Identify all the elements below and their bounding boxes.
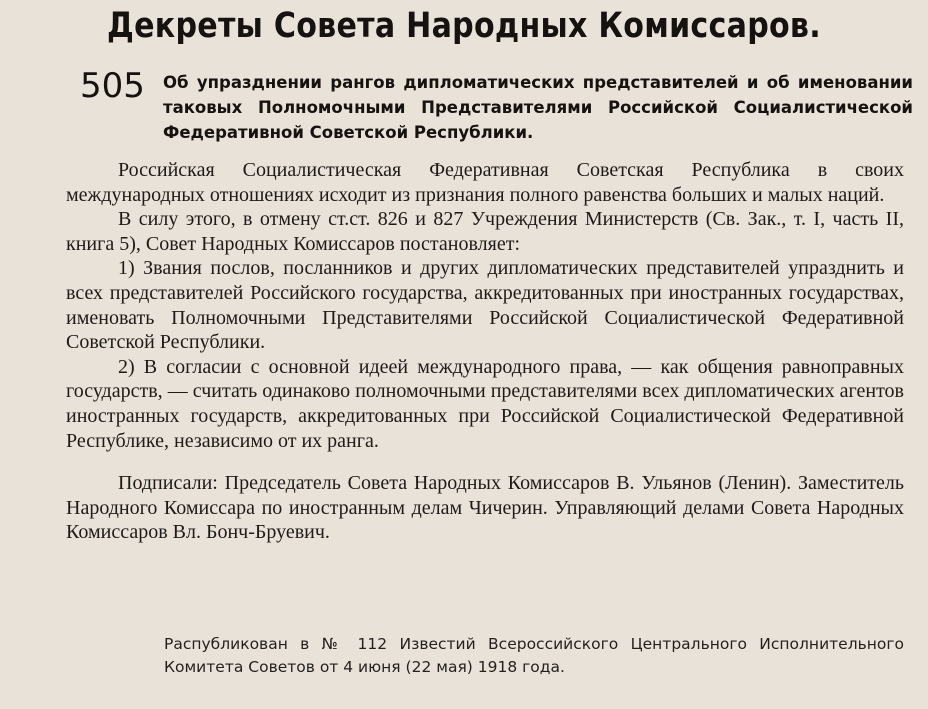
paragraph-point-1: 1) Звания послов, посланников и других дипломатических представителей упразднить и всех представителей Российского государства, аккредитованных при иностранных государствах, именовать Полномочными Представителями Российской Социалистической Федеративной Советской Республики. [66,257,904,354]
decree-body [66,158,904,545]
publication-note: Распубликован в № 112 Известий Всероссийского Центрального Исполнительного Комитета Советов от 4 июня (22 мая) 1918 года. [164,635,904,676]
decree-number: 505 [80,66,145,106]
paragraph-resolution: В силу этого, в отмену ст.ст. 826 и 827 Учреждения Министерств (Св. Зак., т. I, часть II, книга 5), Совет Народных Комиссаров постановляет: [66,208,904,255]
paragraph-preamble: Российская Социалистическая Федеративная Советская Республика в своих международных отношениях исходит из признания полного равенства больших и малых наций. [66,159,904,206]
paragraph-point-2: 2) В согласии с основной идеей международного права, — как общения равноправных государств, — считать одинаково полномочными представителями всех дипломатических агентов иностранных государств, аккредитованных при Российской Социалистической Федеративной Республике, независимо от их ранга. [66,355,904,452]
page-heading: Декреты Совета Народных Комиссаров. [107,6,821,46]
signatures-paragraph: Подписали: Председатель Совета Народных Комиссаров В. Ульянов (Ленин). Заместитель Народного Комиссара по иностранным делам Чичерин. Управляющий делами Совета Народных Комиссаров Вл. Бонч-Бруевич. [66,472,904,544]
decree-title: Об упразднении рангов дипломатических представителей и об именовании таковых Полномочными Представителями Российской Социалистической Федеративной Советской Республики. [163,73,913,142]
